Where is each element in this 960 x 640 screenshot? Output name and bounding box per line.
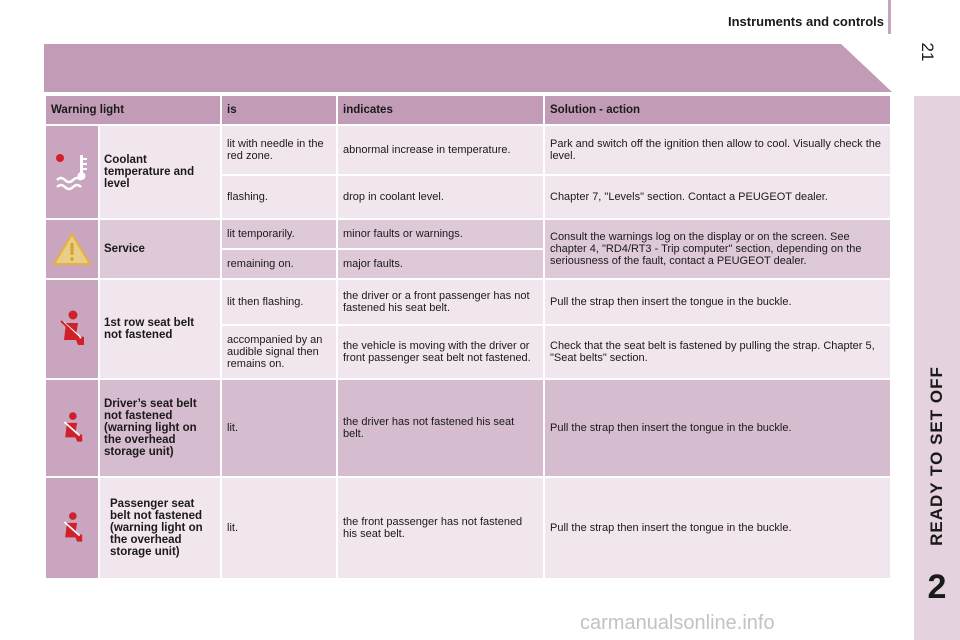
- cell-is: lit.: [221, 477, 337, 579]
- cell-indicates: major faults.: [337, 249, 544, 279]
- cell-action: Park and switch off the ignition then allow to cool. Visually check the level.: [544, 125, 891, 175]
- cell-is: flashing.: [221, 175, 337, 219]
- table-row: [45, 379, 891, 477]
- cell-action: Chapter 7, "Levels" section. Contact a PEUGEOT dealer.: [544, 175, 891, 219]
- table-row: [45, 219, 891, 249]
- table-row: [45, 477, 891, 579]
- cell-is: remaining on.: [221, 249, 337, 279]
- coolant-temperature-icon: [45, 125, 99, 219]
- cell-indicates: the vehicle is moving with the driver or front passenger seat belt not fastened.: [337, 325, 544, 379]
- warning-name-service: Service: [99, 219, 221, 279]
- table-row: [45, 125, 891, 175]
- cell-is: lit.: [221, 379, 337, 477]
- cell-action: Pull the strap then insert the tongue in the buckle.: [544, 279, 891, 325]
- sidebar-section-title: READY TO SET OFF: [927, 366, 946, 546]
- cell-action: Check that the seat belt is fastened by pulling the strap. Chapter 5, "Seat belts" section.: [544, 325, 891, 379]
- cell-is: lit temporarily.: [221, 219, 337, 249]
- col-is: is: [221, 95, 337, 125]
- cell-action: Pull the strap then insert the tongue in the buckle.: [544, 477, 891, 579]
- cell-indicates: drop in coolant level.: [337, 175, 544, 219]
- cell-action: Pull the strap then insert the tongue in the buckle.: [544, 379, 891, 477]
- table-row: [45, 279, 891, 325]
- cell-is: lit with needle in the red zone.: [221, 125, 337, 175]
- table-header-row: [45, 95, 891, 125]
- header-divider: [888, 0, 891, 34]
- cell-indicates: the driver or a front passenger has not fastened his seat belt.: [337, 279, 544, 325]
- warning-lights-table: [44, 94, 892, 580]
- passenger-seat-belt-icon: [45, 477, 99, 579]
- col-warning-light: Warning light: [45, 95, 221, 125]
- cell-is: lit then flashing.: [221, 279, 337, 325]
- chapter-number: 2: [927, 568, 947, 606]
- seat-belt-icon: [45, 279, 99, 379]
- cell-indicates: the front passenger has not fastened his seat belt.: [337, 477, 544, 579]
- driver-seat-belt-icon: [45, 379, 99, 477]
- warning-name-coolant: Coolant temperature and level: [99, 125, 221, 219]
- page-number: 21: [918, 42, 937, 62]
- service-warning-triangle-icon: [45, 219, 99, 279]
- page-header-title: Instruments and controls: [727, 14, 884, 29]
- cell-action: Consult the warnings log on the display or on the screen. See chapter 4, "RD4/RT3 - Trip computer" section, depending on the seriousness of the fault, contact a PEUGEOT dealer.: [544, 219, 891, 279]
- col-indicates: indicates: [337, 95, 544, 125]
- warning-name-front-seat-belt: 1st row seat belt not fastened: [99, 279, 221, 379]
- watermark: carmanualsonline.info: [580, 612, 775, 634]
- section-banner: [44, 44, 892, 92]
- warning-name-passenger-seat-belt: Passenger seat belt not fastened (warning light on the overhead storage unit): [99, 477, 221, 579]
- col-solution: Solution - action: [544, 95, 891, 125]
- cell-indicates: abnormal increase in temperature.: [337, 125, 544, 175]
- cell-is: accompanied by an audible signal then remains on.: [221, 325, 337, 379]
- warning-name-driver-seat-belt: Driver’s seat belt not fastened (warning light on the overhead storage unit): [99, 379, 221, 477]
- cell-indicates: minor faults or warnings.: [337, 219, 544, 249]
- cell-indicates: the driver has not fastened his seat belt.: [337, 379, 544, 477]
